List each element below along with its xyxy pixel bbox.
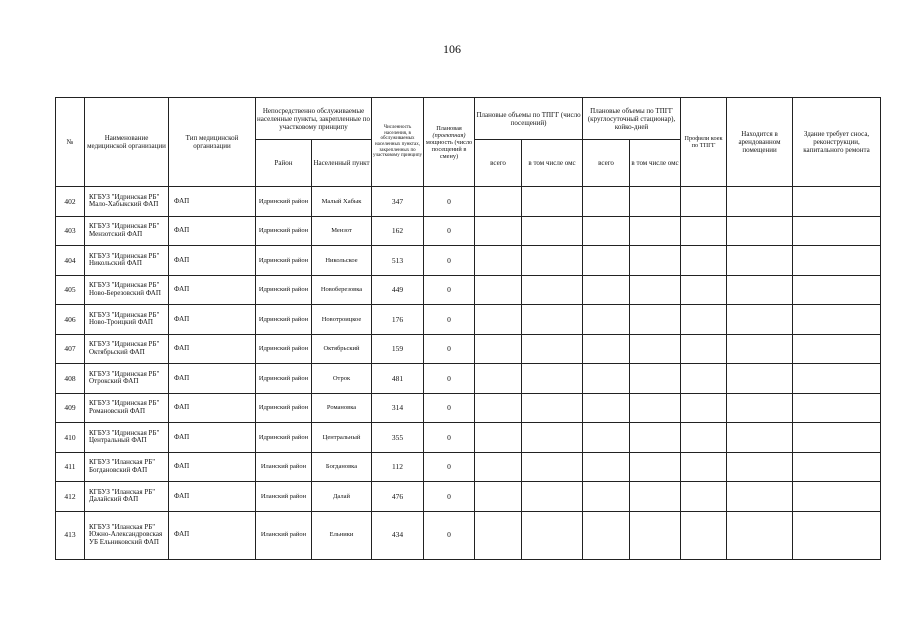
cell-repair-needed [793, 452, 881, 482]
header-type: Тип медицинской организации [169, 98, 256, 187]
cell-beds-total [583, 246, 630, 276]
cell-bed-profiles [681, 452, 727, 482]
cell-row-number: 408 [56, 364, 85, 394]
header-capacity-post: мощность (число посещений в смену) [425, 138, 473, 160]
cell-rented-premises [727, 216, 793, 246]
cell-organization-type: ФАП [169, 452, 256, 482]
cell-organization-type: ФАП [169, 275, 256, 305]
cell-visits-total [475, 334, 522, 364]
cell-organization-type: ФАП [169, 334, 256, 364]
cell-population: 513 [372, 246, 424, 276]
cell-bed-profiles [681, 423, 727, 453]
cell-settlement: Романовка [312, 393, 372, 423]
cell-rented-premises [727, 511, 793, 559]
cell-capacity: 0 [424, 511, 475, 559]
cell-visits-oms [522, 305, 583, 335]
cell-beds-oms [630, 393, 681, 423]
cell-organization-name: КГБУЗ "Идринская РБ" Отрокский ФАП [85, 364, 169, 394]
cell-settlement: Новотроицкое [312, 305, 372, 335]
cell-visits-oms [522, 216, 583, 246]
cell-capacity: 0 [424, 216, 475, 246]
cell-visits-total [475, 482, 522, 512]
header-settlement: Населенный пункт [312, 140, 372, 187]
table-row [56, 216, 881, 246]
cell-rented-premises [727, 334, 793, 364]
cell-district: Идринский район [256, 393, 312, 423]
cell-repair-needed [793, 482, 881, 512]
cell-rented-premises [727, 393, 793, 423]
cell-row-number: 403 [56, 216, 85, 246]
cell-beds-oms [630, 187, 681, 217]
cell-capacity: 0 [424, 364, 475, 394]
cell-population: 314 [372, 393, 424, 423]
cell-population: 355 [372, 423, 424, 453]
cell-organization-type: ФАП [169, 393, 256, 423]
header-capacity-pre: Плановая [436, 124, 462, 132]
cell-beds-total [583, 187, 630, 217]
cell-visits-oms [522, 334, 583, 364]
table-row [56, 275, 881, 305]
cell-visits-total [475, 187, 522, 217]
header-visits-total: всего [475, 140, 522, 187]
cell-organization-type: ФАП [169, 511, 256, 559]
cell-rented-premises [727, 364, 793, 394]
cell-organization-type: ФАП [169, 482, 256, 512]
cell-district: Идринский район [256, 275, 312, 305]
cell-row-number: 404 [56, 246, 85, 276]
cell-beds-total [583, 452, 630, 482]
cell-organization-name: КГБУЗ "Идринская РБ" Центральный ФАП [85, 423, 169, 453]
cell-beds-total [583, 216, 630, 246]
cell-beds-oms [630, 452, 681, 482]
cell-settlement: Богдановка [312, 452, 372, 482]
cell-row-number: 406 [56, 305, 85, 335]
cell-capacity: 0 [424, 393, 475, 423]
cell-row-number: 407 [56, 334, 85, 364]
cell-visits-oms [522, 364, 583, 394]
cell-visits-total [475, 275, 522, 305]
cell-capacity: 0 [424, 275, 475, 305]
cell-repair-needed [793, 511, 881, 559]
cell-beds-oms [630, 511, 681, 559]
cell-organization-type: ФАП [169, 305, 256, 335]
cell-capacity: 0 [424, 334, 475, 364]
header-tpgg-visits: Плановые объемы по ТПГГ (число посещений) [475, 98, 583, 140]
cell-rented-premises [727, 482, 793, 512]
cell-organization-name: КГБУЗ "Идринская РБ" Ново-Березовский ФАП [85, 275, 169, 305]
cell-beds-total [583, 482, 630, 512]
header-capacity [424, 98, 475, 187]
cell-repair-needed [793, 246, 881, 276]
cell-visits-oms [522, 393, 583, 423]
table-row [56, 423, 881, 453]
table-row [56, 305, 881, 335]
cell-settlement: Центральный [312, 423, 372, 453]
cell-row-number: 410 [56, 423, 85, 453]
cell-repair-needed [793, 423, 881, 453]
cell-district: Иланский район [256, 511, 312, 559]
cell-settlement: Ельники [312, 511, 372, 559]
cell-settlement: Никольское [312, 246, 372, 276]
cell-district: Идринский район [256, 216, 312, 246]
cell-organization-type: ФАП [169, 364, 256, 394]
header-tpgg-beds: Плановые объемы по ТПГГ (круглосуточный стационар), койко-дней [583, 98, 681, 140]
cell-population: 176 [372, 305, 424, 335]
cell-row-number: 413 [56, 511, 85, 559]
table-row [56, 334, 881, 364]
cell-repair-needed [793, 305, 881, 335]
page-number: 106 [443, 42, 461, 56]
cell-settlement: Октябрьский [312, 334, 372, 364]
cell-population: 449 [372, 275, 424, 305]
cell-organization-name: КГБУЗ "Идринская РБ" Романовский ФАП [85, 393, 169, 423]
cell-visits-oms [522, 187, 583, 217]
cell-repair-needed [793, 275, 881, 305]
header-repair: Здание требует сноса, реконструкции, капитального ремонта [793, 98, 881, 187]
cell-settlement: Отрок [312, 364, 372, 394]
cell-population: 481 [372, 364, 424, 394]
cell-organization-name: КГБУЗ "Идринская РБ" Мало-Хабыкский ФАП [85, 187, 169, 217]
cell-bed-profiles [681, 511, 727, 559]
table-row [56, 187, 881, 217]
cell-beds-total [583, 393, 630, 423]
cell-capacity: 0 [424, 482, 475, 512]
header-capacity-ital: (проектная) [432, 131, 466, 139]
cell-beds-oms [630, 246, 681, 276]
cell-district: Идринский район [256, 187, 312, 217]
cell-organization-type: ФАП [169, 216, 256, 246]
cell-beds-total [583, 423, 630, 453]
header-rented: Находится в арендованном помещении [727, 98, 793, 187]
facilities-table [55, 97, 881, 560]
table-row [56, 246, 881, 276]
cell-bed-profiles [681, 187, 727, 217]
cell-bed-profiles [681, 216, 727, 246]
cell-repair-needed [793, 364, 881, 394]
cell-visits-oms [522, 452, 583, 482]
cell-row-number: 411 [56, 452, 85, 482]
cell-row-number: 409 [56, 393, 85, 423]
cell-organization-name: КГБУЗ "Идринская РБ" Ново-Троицкий ФАП [85, 305, 169, 335]
cell-district: Иланский район [256, 482, 312, 512]
cell-population: 162 [372, 216, 424, 246]
header-no: № [56, 98, 85, 187]
cell-organization-name: КГБУЗ "Иланская РБ" Далайский ФАП [85, 482, 169, 512]
cell-row-number: 412 [56, 482, 85, 512]
cell-population: 434 [372, 511, 424, 559]
cell-rented-premises [727, 452, 793, 482]
cell-organization-name: КГБУЗ "Иланская РБ" Южно-Александровская УБ Ельниковский ФАП [85, 511, 169, 559]
cell-beds-oms [630, 216, 681, 246]
cell-district: Идринский район [256, 423, 312, 453]
cell-beds-oms [630, 275, 681, 305]
cell-beds-total [583, 511, 630, 559]
cell-district: Идринский район [256, 334, 312, 364]
table-row [56, 364, 881, 394]
cell-visits-total [475, 452, 522, 482]
cell-bed-profiles [681, 246, 727, 276]
cell-visits-oms [522, 246, 583, 276]
cell-capacity: 0 [424, 305, 475, 335]
cell-organization-name: КГБУЗ "Идринская РБ" Никольский ФАП [85, 246, 169, 276]
cell-district: Идринский район [256, 364, 312, 394]
cell-population: 159 [372, 334, 424, 364]
header-attached-group: Непосредственно обслуживаемые населенные пункты, закрепленные по участковому принципу [256, 98, 372, 140]
cell-visits-total [475, 393, 522, 423]
table-row [56, 482, 881, 512]
cell-visits-total [475, 364, 522, 394]
cell-bed-profiles [681, 334, 727, 364]
cell-organization-type: ФАП [169, 423, 256, 453]
cell-beds-oms [630, 423, 681, 453]
cell-beds-total [583, 305, 630, 335]
cell-settlement: Мензот [312, 216, 372, 246]
cell-capacity: 0 [424, 452, 475, 482]
header-district: Район [256, 140, 312, 187]
cell-visits-total [475, 216, 522, 246]
cell-row-number: 402 [56, 187, 85, 217]
cell-bed-profiles [681, 275, 727, 305]
cell-population: 112 [372, 452, 424, 482]
cell-organization-type: ФАП [169, 246, 256, 276]
cell-beds-total [583, 364, 630, 394]
cell-visits-total [475, 305, 522, 335]
cell-repair-needed [793, 187, 881, 217]
cell-visits-total [475, 511, 522, 559]
cell-visits-oms [522, 423, 583, 453]
header-name: Наименование медицинской организации [85, 98, 169, 187]
cell-settlement: Новоберезовка [312, 275, 372, 305]
cell-row-number: 405 [56, 275, 85, 305]
cell-population: 347 [372, 187, 424, 217]
cell-bed-profiles [681, 482, 727, 512]
cell-beds-total [583, 275, 630, 305]
header-profiles: Профили коек по ТПГГ [681, 98, 727, 187]
cell-rented-premises [727, 246, 793, 276]
cell-repair-needed [793, 334, 881, 364]
table-row [56, 511, 881, 559]
cell-district: Иланский район [256, 452, 312, 482]
cell-visits-total [475, 423, 522, 453]
cell-beds-oms [630, 482, 681, 512]
cell-rented-premises [727, 305, 793, 335]
header-population: Численность населения, в обслуживаемых населенных пунктах, закрепленных по участковому принципу [372, 98, 424, 187]
cell-rented-premises [727, 187, 793, 217]
table-header [56, 98, 881, 187]
cell-rented-premises [727, 423, 793, 453]
cell-capacity: 0 [424, 187, 475, 217]
cell-visits-oms [522, 511, 583, 559]
cell-organization-name: КГБУЗ "Идринская РБ" Мензотский ФАП [85, 216, 169, 246]
cell-settlement: Далай [312, 482, 372, 512]
cell-visits-oms [522, 275, 583, 305]
cell-repair-needed [793, 216, 881, 246]
cell-beds-oms [630, 364, 681, 394]
table-row [56, 452, 881, 482]
cell-beds-oms [630, 305, 681, 335]
table-row [56, 393, 881, 423]
cell-bed-profiles [681, 364, 727, 394]
cell-district: Идринский район [256, 305, 312, 335]
cell-rented-premises [727, 275, 793, 305]
cell-organization-name: КГБУЗ "Идринская РБ" Октябрьский ФАП [85, 334, 169, 364]
cell-repair-needed [793, 393, 881, 423]
cell-capacity: 0 [424, 423, 475, 453]
cell-organization-name: КГБУЗ "Иланская РБ" Богдановский ФАП [85, 452, 169, 482]
cell-bed-profiles [681, 305, 727, 335]
cell-population: 476 [372, 482, 424, 512]
header-beds-total: всего [583, 140, 630, 187]
table-body [56, 187, 881, 560]
cell-beds-total [583, 334, 630, 364]
cell-district: Идринский район [256, 246, 312, 276]
cell-settlement: Малый Хабык [312, 187, 372, 217]
cell-capacity: 0 [424, 246, 475, 276]
cell-bed-profiles [681, 393, 727, 423]
cell-visits-total [475, 246, 522, 276]
cell-organization-type: ФАП [169, 187, 256, 217]
header-visits-oms: в том числе омс [522, 140, 583, 187]
cell-visits-oms [522, 482, 583, 512]
cell-beds-oms [630, 334, 681, 364]
header-beds-oms: в том числе омс [630, 140, 681, 187]
